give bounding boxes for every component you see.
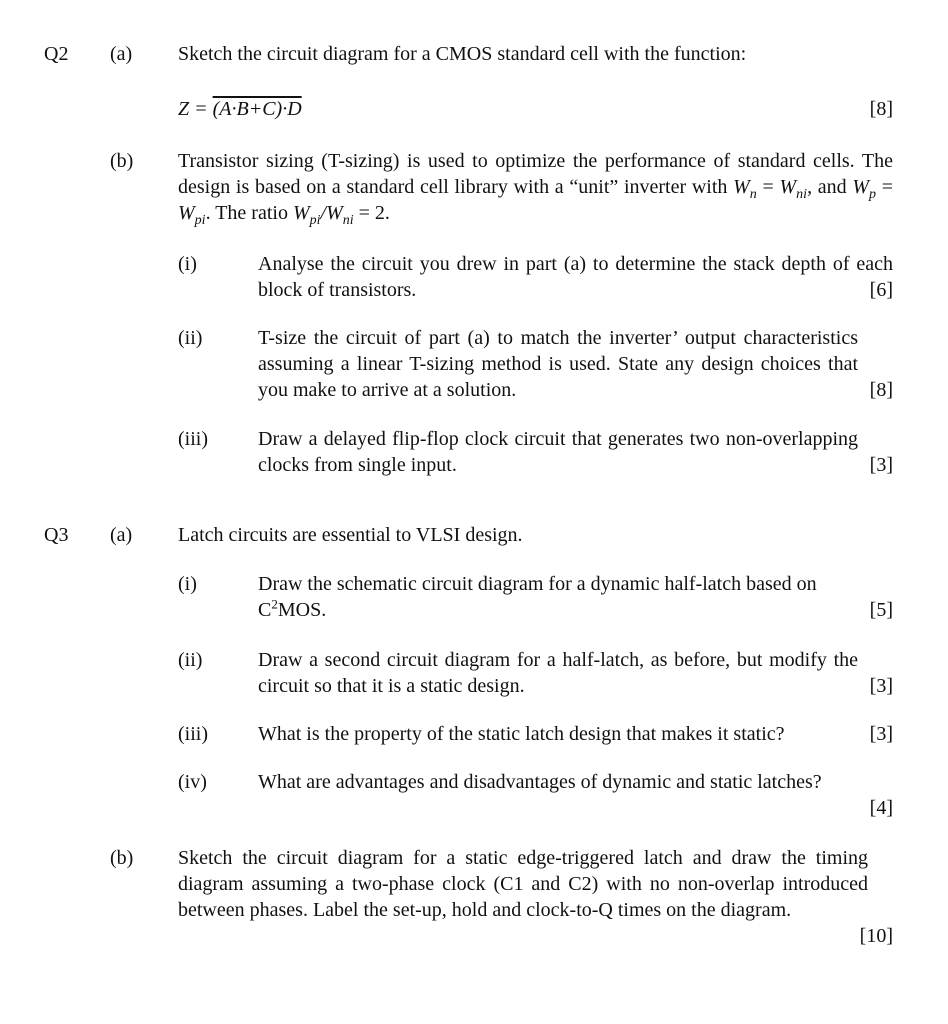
subpart-label-q2b-i: (i) [178, 253, 197, 275]
q3a-text: Latch circuits are essential to VLSI design. [178, 524, 523, 546]
q2b-iii-text: Draw a delayed flip-flop clock circuit that generates two non-overlapping clocks from single input. [258, 428, 858, 476]
subpart-label-q3a-i: (i) [178, 573, 197, 595]
c2mos-c: C [258, 599, 272, 621]
q3b-text: Sketch the circuit diagram for a static edge-triggered latch and draw the timing diagram assuming a two-phase clock (C1 and C2) with no non-overlap introduced between phases. Label the set-up, hold and clock-to-Q times on the diagram. [178, 847, 868, 921]
q3a-i-text-line2 [258, 597, 893, 623]
q2b-ii-text: T-size the circuit of part (a) to match the inverter’ output characteristics assuming a linear T-sizing method is used. State any design choices that you make to arrive at a solution. [258, 327, 858, 401]
ratio-den: W [326, 202, 343, 224]
c2mos-rest: MOS. [277, 599, 327, 621]
q2b-text-intro: Transistor sizing (T-sizing) is used to optimize the performance of standard cells. The design is based on a standard cell library with a “unit” inverter with [178, 150, 893, 198]
wn-sub: n [749, 187, 757, 202]
wp-symbol: W [852, 176, 870, 198]
c2mos-sup: 2 [271, 596, 278, 612]
wni-symbol: W [779, 176, 797, 198]
ratio-num-sub: pi [309, 213, 321, 228]
subpart-label-q2b-iii: (iii) [178, 428, 208, 450]
q3a-iv-marks: [4] [869, 797, 893, 819]
q2b-iii-marks: [3] [869, 454, 893, 476]
q2b-i-marks: [6] [869, 279, 893, 301]
question-number-q3: Q3 [44, 524, 69, 546]
eq2: = [876, 176, 894, 198]
wp-sub: p [869, 187, 877, 202]
q3a-i-text-line1: Draw the schematic circuit diagram for a dynamic half-latch based on [258, 573, 817, 595]
subpart-label-q3a-iv: (iv) [178, 771, 207, 793]
part-label-q2a: (a) [110, 43, 133, 65]
wn-symbol: W [733, 176, 750, 198]
ratio-value: = 2. [353, 202, 390, 224]
q3a-ii-text: Draw a second circuit diagram for a half-latch, as before, but modify the circuit so that it is a static design. [258, 649, 858, 697]
q2a-marks: [8] [869, 98, 893, 120]
q3a-iv-text: What are advantages and disadvantages of dynamic and static latches? [258, 771, 822, 793]
part-label-q2b: (b) [110, 150, 134, 172]
q3a-iii-marks: [3] [869, 723, 893, 745]
and-word: , and [807, 176, 853, 198]
wpi-sub: pi [194, 213, 206, 228]
q3b-marks: [10] [859, 925, 893, 947]
part-label-q3b: (b) [110, 847, 134, 869]
q2b-i-text: Analyse the circuit you drew in part (a) to determine the stack depth of each block of transistors. [258, 253, 893, 301]
ratio-intro: . The ratio [205, 202, 293, 224]
ratio-slash: / [320, 202, 327, 224]
ratio-den-sub: ni [342, 213, 354, 228]
subpart-label-q2b-ii: (ii) [178, 327, 203, 349]
wpi-symbol: W [178, 202, 195, 224]
q2b-text [178, 148, 893, 226]
q2b-ii-marks: [8] [869, 379, 893, 401]
part-label-q3a: (a) [110, 524, 133, 546]
q3a-iii-text: What is the property of the static latch design that makes it static? [258, 723, 785, 745]
eq1: = [756, 176, 780, 198]
equation-lhs: Z = [178, 98, 208, 120]
q3a-ii-marks: [3] [869, 675, 893, 697]
subpart-label-q3a-iii: (iii) [178, 723, 208, 745]
q2a-text: Sketch the circuit diagram for a CMOS standard cell with the function: [178, 43, 747, 65]
question-number-q2: Q2 [44, 43, 69, 65]
q3a-i-marks: [5] [869, 599, 893, 621]
equation-rhs: (A·B+C)·D [212, 98, 302, 120]
q2a-equation [178, 96, 302, 122]
wni-sub: ni [796, 187, 808, 202]
subpart-label-q3a-ii: (ii) [178, 649, 203, 671]
ratio-num: W [292, 202, 310, 224]
